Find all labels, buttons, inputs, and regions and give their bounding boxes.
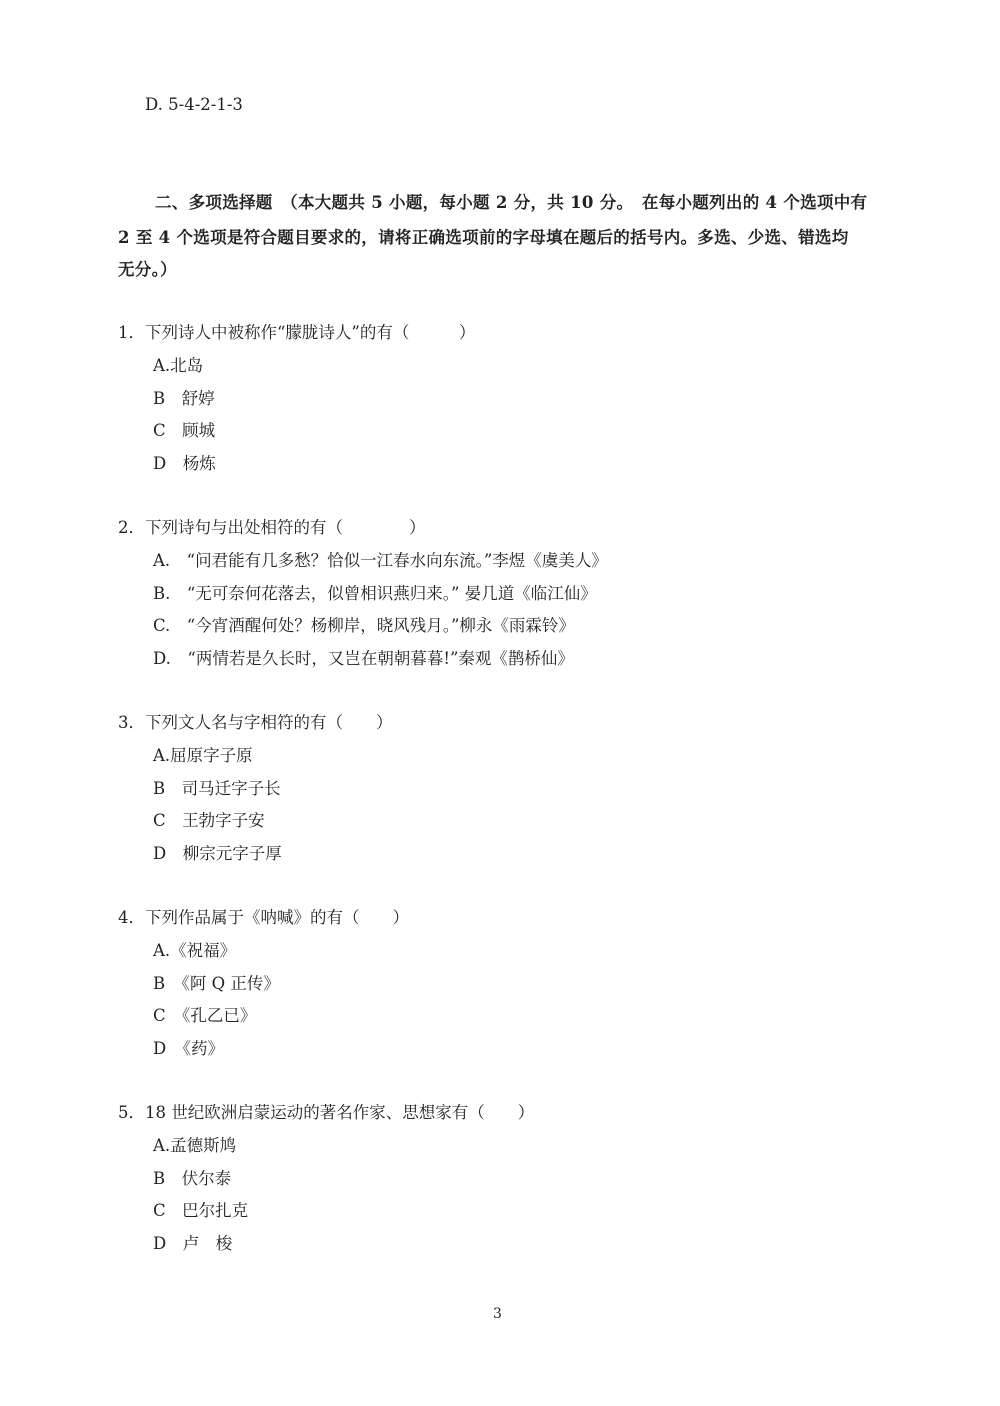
question-option: C 王勃字子安 xyxy=(153,811,265,830)
question-option: D 柳宗元字子厚 xyxy=(153,843,282,863)
question-option: B 司马迁字子长 xyxy=(153,778,281,798)
section-heading-line-3: 无分。） xyxy=(118,260,177,279)
question-option: A.屈原字子原 xyxy=(153,746,253,765)
question-option: C 顾城 xyxy=(153,421,216,440)
question-option: A.孟德斯鸠 xyxy=(153,1136,237,1155)
question-option: A.北岛 xyxy=(153,356,204,375)
question-option: B 舒婷 xyxy=(153,388,215,408)
question-option: D 《药》 xyxy=(153,1038,224,1058)
section-heading-line-2: 2 至 4 个选项是符合题目要求的，请将正确选项前的字母填在题后的括号内。多选、少选、错选均 xyxy=(118,228,849,247)
question-option: B. “无可奈何花落去，似曾相识燕归来。” 晏几道《临江仙》 xyxy=(153,583,597,603)
question-option: A. “问君能有几多愁？恰似一江春水向东流。”李煜《虞美人》 xyxy=(153,551,608,570)
question-option: D 卢 梭 xyxy=(153,1233,233,1253)
question-option: D 杨炼 xyxy=(153,453,216,473)
question-option: A.《祝福》 xyxy=(153,941,237,960)
question-option: B 伏尔泰 xyxy=(153,1168,232,1188)
question-option: D. “两情若是久长时，又岂在朝朝暮暮!”秦观《鹊桥仙》 xyxy=(153,648,574,668)
previous-question-option-d: D. 5-4-2-1-3 xyxy=(145,95,243,114)
question-option: C 《孔乙已》 xyxy=(153,1006,257,1025)
question-stem: 3．下列文人名与字相符的有（ ） xyxy=(118,713,393,732)
question-option: C 巴尔扎克 xyxy=(153,1201,249,1220)
section-heading-line-1: 二、多项选择题 （本大题共 5 小题，每小题 2 分，共 10 分。 在每小题列出的 4 个选项中有 xyxy=(155,193,868,212)
question-stem: 4．下列作品属于《呐喊》的有（ ） xyxy=(118,908,409,927)
question-stem: 5．18 世纪欧洲启蒙运动的著名作家、思想家有（ ） xyxy=(118,1103,535,1122)
question-option: B 《阿 Q 正传》 xyxy=(153,973,280,993)
question-stem: 1．下列诗人中被称作“朦胧诗人”的有（ ） xyxy=(118,323,476,342)
question-option: C. “今宵酒醒何处？杨柳岸，晓风残月。”柳永《雨霖铃》 xyxy=(153,616,575,635)
question-stem: 2．下列诗句与出处相符的有（ ） xyxy=(118,518,426,537)
page-number: 3 xyxy=(493,1306,502,1322)
